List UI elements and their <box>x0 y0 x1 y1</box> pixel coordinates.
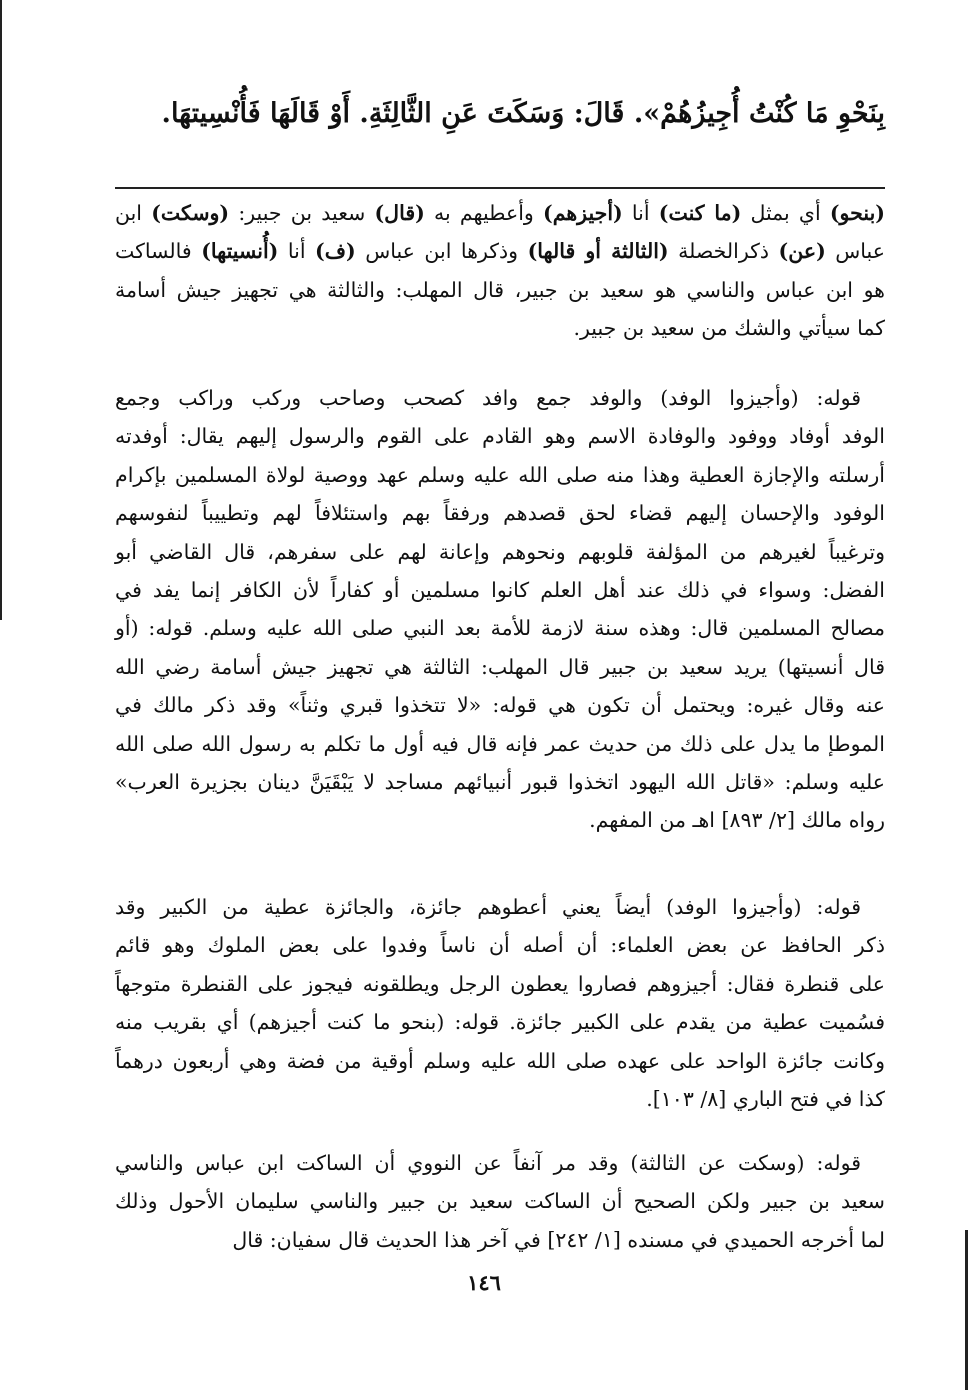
text-line: قوله: (وأجيزوا الوفد) أيضاً يعني أعطوهم جائزة، والجائزة عطية من الكبير وقد <box>115 895 861 919</box>
text-line: قوله: (وسكت عن الثالثة) وقد مر آنفاً عن النووي أن الساكت ابن عباس والناسي <box>115 1151 861 1175</box>
page-number: ١٤٦ <box>467 1270 501 1295</box>
text-line: كذا في فتح الباري [٨/ ١٠٣]. <box>646 1086 885 1111</box>
commentary-line <box>115 309 885 347</box>
text-line: الوفود والإحسان إليهم قضاء لحق قصدهم ورفقاً بهم واستئلافاً لهم وتطييباً لنفوسهم <box>115 501 885 526</box>
text-segment: فالساكت <box>115 239 202 264</box>
body-paragraph-2 <box>115 888 885 1118</box>
text-line: الوفد أوفاد ووفود والوفادة الاسم وهو القادم على القوم والرسول إليهم يقال: أوفدته <box>115 424 885 449</box>
text-segment: أي بمثل <box>741 201 830 225</box>
text-line: مصالح المسلمين قال: وهذه سنة لازمة للأمة بعد النبي صلى الله عليه وسلم. قوله: (أو <box>115 616 885 641</box>
text-line: وكانت جائزة الواحد على عهده صلى الله عليه وسلم أوقية من فضة وهي أربعون درهماً <box>115 1048 885 1073</box>
text-line: فسُميت عطية من يقدم على الكبير جائزة. قوله: (بنحو ما كنت أجيزهم) أي بقريب منه <box>115 1010 885 1035</box>
text-line: الفضل: وسواء في ذلك عند أهل العلم كانوا مسلمين أو كفاراً لأن الكافر إنما يفد في <box>115 577 886 602</box>
text-line: لما أخرجه الحميدي في مسنده [١/ ٢٤٢] في آخر هذا الحديث قال سفيان: قال <box>232 1227 885 1252</box>
bold-term: (ما كنت) <box>658 201 742 225</box>
text-line: الموطإ ما يدل على ذلك من حديث عمر فإنه قال فيه أول ما تكلم به رسول الله صلى الله <box>115 731 885 756</box>
text-line: قوله: (وأجيزوا الوفد) والوفد جمع وافد كصحب وصاحب وركب وراكب وجمع <box>115 386 861 410</box>
text-line: عنه وقال غيره: ويحتمل أن تكون هي قوله: «لا تتخذوا قبري وثناً» وقد ذكر مالك في <box>115 693 885 718</box>
text-segment: ابن <box>115 201 152 225</box>
bold-term: (عن) <box>778 239 826 264</box>
text-segment: هو ابن عباس والناسي هو سعيد بن جبير، قال المهلب: والثالثة هي تجهيز جيش أسامة <box>115 277 885 302</box>
commentary-line <box>115 232 885 270</box>
text-line: على قنطرة فقال: أجيزوهم فصاروا يعطون الرجل ويطلقونه فيجوز على القنطرة متوجهاً <box>115 971 885 996</box>
commentary-paragraph <box>115 194 885 348</box>
hadith-text: بِنَحْوِ مَا كُنْتُ أُجِيزُهُمْ». قَالَ: وَسَكَتَ عَنِ الثَّالِثَةِ. أَوْ قَالَهَا فَأُنْسِيتهَا. <box>161 98 885 129</box>
bold-term: (بنحو) <box>829 201 885 225</box>
bold-term: (وسكت) <box>151 201 230 225</box>
commentary-line <box>115 194 885 232</box>
scan-edge-left <box>0 0 2 620</box>
text-segment: كما سيأتي والشك من سعيد بن جبير. <box>573 316 885 341</box>
text-line: قال أنسيتها) يريد سعيد بن جبير قال المهلب: الثالثة هي تجهيز جيش أسامة رضي الله <box>115 654 885 679</box>
text-segment: سعيد بن جبير: <box>229 201 375 225</box>
text-segment: عباس <box>825 239 885 264</box>
text-line: سعيد بن جبير ولكن الصحيح أن الساكت سعيد بن جبير والناسي سليمان الأحول وذلك <box>115 1189 885 1214</box>
bold-term: (قال) <box>374 201 425 225</box>
text-line: أرسلته والإجازة العطية وهذا منه صلى الله عليه وسلم عهد ووصية لولاة المسلمين بإكرام <box>115 462 885 487</box>
text-segment: أنا <box>622 201 659 225</box>
bold-term: (أُنسيتها) <box>201 239 279 264</box>
bold-term: (ف) <box>315 239 356 264</box>
text-line: رواه مالك [٢/ ٨٩٣] اهـ من المفهم. <box>589 808 885 833</box>
text-segment: وذكرها ابن عباس <box>355 239 528 264</box>
bold-term: (الثالثة أو قالها) <box>527 239 669 264</box>
body-paragraph-1 <box>115 379 885 840</box>
text-segment: أنا <box>278 239 316 264</box>
text-line: وترغيباً لغيرهم من المؤلفة قلوبهم ونحوهم وإعانة لهم على سفرهم، قال القاضي أبو <box>115 539 885 564</box>
commentary-line <box>115 271 885 309</box>
text-line: ذكر الحافظ عن بعض العلماء: أن أصله أن ناساً وفدوا على بعض الملوك وهو قائم <box>115 933 885 958</box>
body-paragraph-3 <box>115 1144 885 1259</box>
bold-term: (أجيزهم) <box>543 201 623 225</box>
text-segment: ذكرالخصلة <box>668 239 779 264</box>
separator-rule <box>115 187 885 189</box>
text-line: عليه وسلم: «قاتل الله اليهود اتخذوا قبور أنبيائهم مساجد لا يَبْقَيَنَّ دينان بجزيرة العرب» <box>115 769 885 794</box>
text-segment: وأعطيهم به <box>424 201 544 225</box>
